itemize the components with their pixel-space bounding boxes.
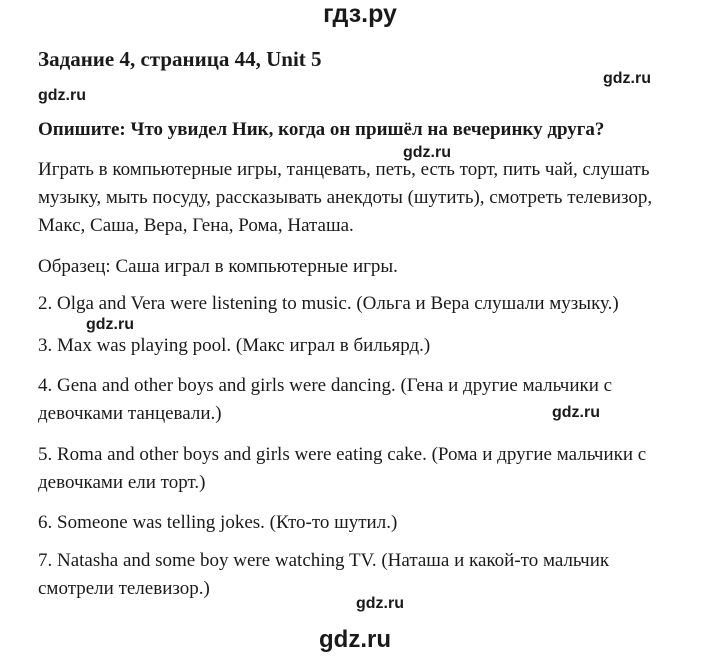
answer-item (38, 509, 706, 537)
answer-line: смотрели телевизор.) (38, 578, 210, 599)
answer-item (38, 372, 706, 428)
watermark: gdz.ru (38, 87, 86, 104)
footer-watermark: gdz.ru (319, 626, 391, 653)
answer-item (38, 290, 706, 318)
answer-line: 7. Natasha and some boy were watching TV. (Наташа и какой-то мальчик (38, 550, 610, 571)
answer-line: 3. Max was playing pool. (Макс играл в бильярд.) (38, 335, 431, 356)
word-list-line: музыку, мыть посуду, рассказывать анекдоты (шутить), смотреть телевизор, (38, 187, 653, 208)
word-list (38, 156, 706, 240)
watermark: gdz.ru (356, 595, 404, 612)
example-sentence: Образец: Саша играл в компьютерные игры. (38, 256, 398, 277)
watermark: gdz.ru (86, 316, 134, 333)
answer-line: 6. Someone was telling jokes. (Кто-то шутил.) (38, 512, 398, 533)
watermark: gdz.ru (403, 144, 451, 161)
answer-line: девочками танцевали.) (38, 403, 222, 424)
word-list-line: Макс, Саша, Вера, Гена, Рома, Наташа. (38, 215, 354, 236)
task-heading: Опишите: Что увидел Ник, когда он пришёл на вечеринку друга? (38, 119, 605, 140)
word-list-line: Играть в компьютерные игры, танцевать, петь, есть торт, пить чай, слушать (38, 159, 650, 180)
answer-line: 2. Olga and Vera were listening to music. (Ольга и Вера слушали музыку.) (38, 293, 619, 314)
answer-item (38, 332, 706, 360)
site-header: гдз.ру (323, 0, 397, 28)
watermark: gdz.ru (552, 404, 600, 421)
answer-line: 4. Gena and other boys and girls were dancing. (Гена и другие мальчики с (38, 375, 613, 396)
page-title: Задание 4, страница 44, Unit 5 (38, 47, 322, 71)
answer-line: 5. Roma and other boys and girls were eating cake. (Рома и другие мальчики с (38, 444, 647, 465)
answer-item (38, 441, 706, 497)
watermark: gdz.ru (603, 70, 651, 87)
answer-line: девочками ели торт.) (38, 472, 206, 493)
